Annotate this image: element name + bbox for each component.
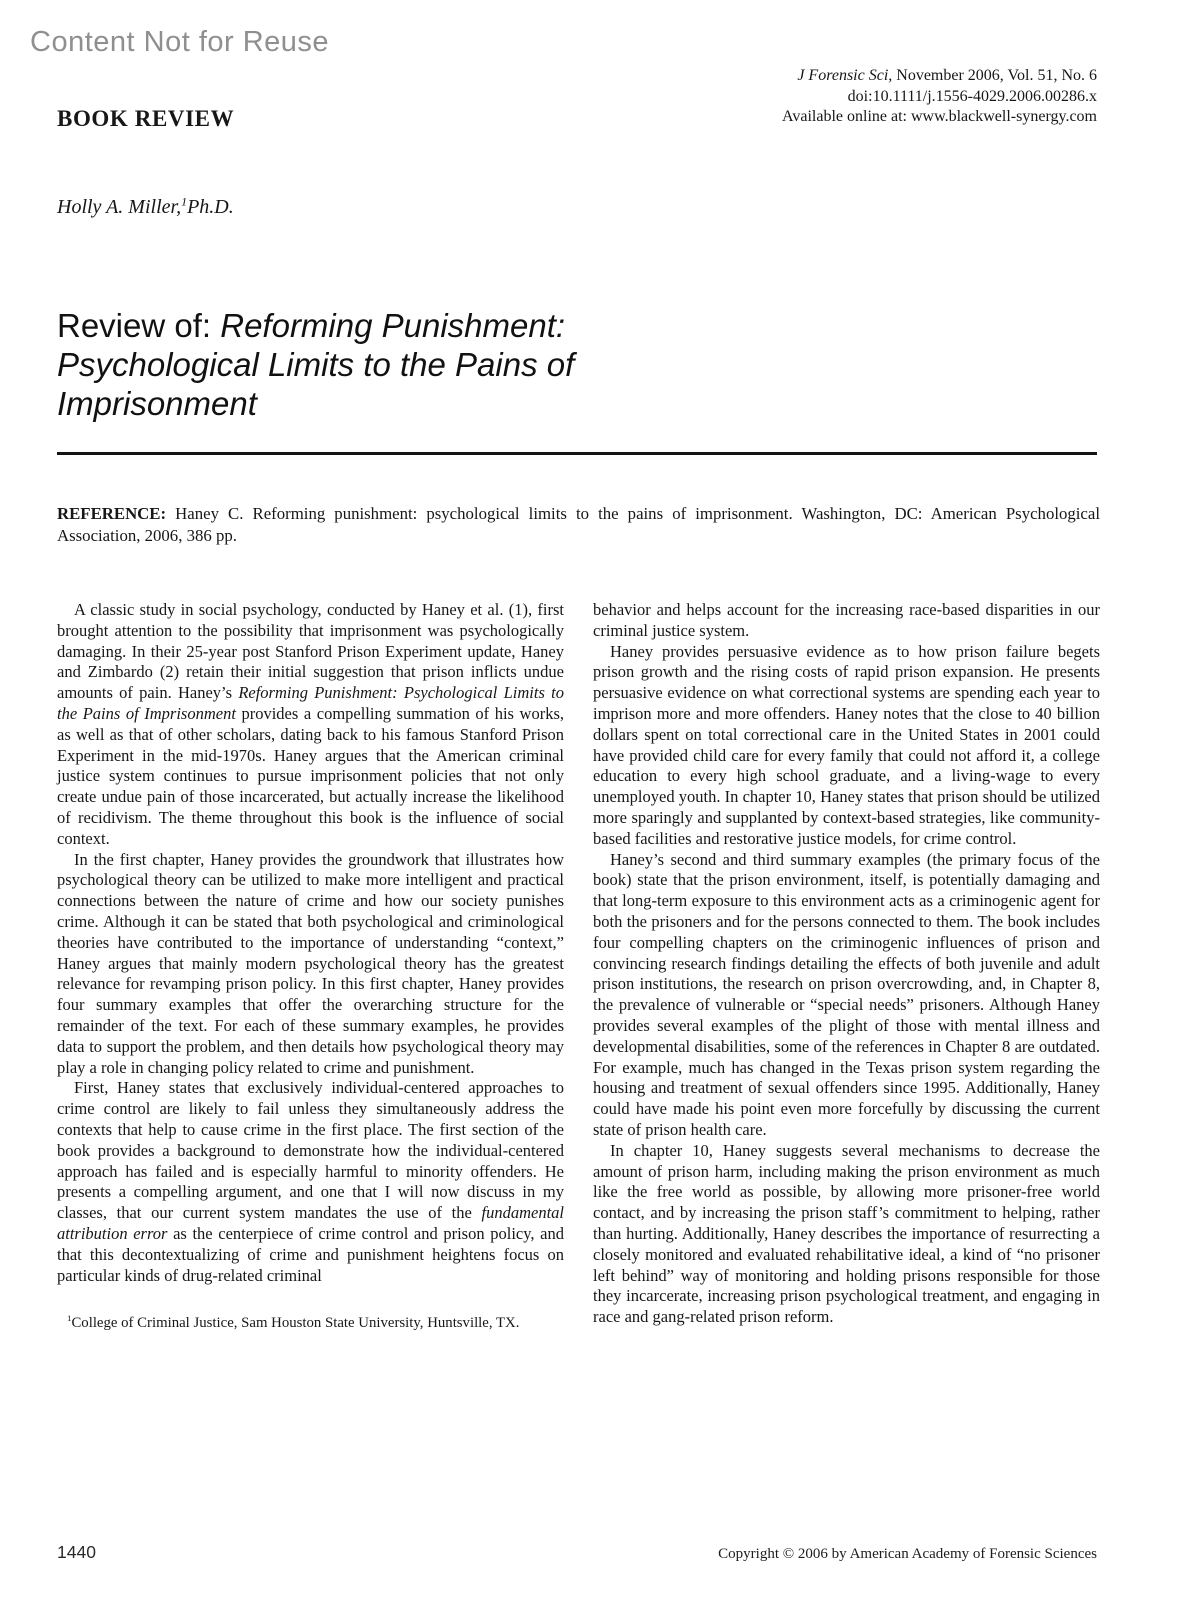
availability-line: Available online at: www.blackwell-synergy.com xyxy=(781,108,1097,125)
reference-paragraph: REFERENCE: Haney C. Reforming punishment: psychological limits to the pains of imprisonment. Washington, DC: American Psychological Association, 2006, 386 pp. xyxy=(57,504,1100,545)
paragraph: Haney provides persuasive evidence as to how prison failure begets prison growth and the rising costs of rapid prison expansion. He presents persuasive evidence on what correctional systems are spending each year to imprison more and more offenders. Haney notes that the close to 40 billion dollars spent on total correctional care in the United States in 2001 could have provided child care for every family that could not afford it, a college education to every high school graduate, and a living-wage to every unemployed youth. In chapter 10, Haney states that prison should be utilized more sparingly and supplanted by context-based strategies, like community-based facilities and restorative justice models, for crime control. xyxy=(593,641,1100,848)
copyright-line: Copyright © 2006 by American Academy of Forensic Sciences xyxy=(718,1546,1097,1562)
right-column xyxy=(593,600,1100,1333)
article-title xyxy=(57,306,574,423)
paragraph: A classic study in social psychology, conducted by Haney et al. (1), first brought attention to the possibility that imprisonment was psychologically damaging. In their 25-year post Stanford Prison Experiment update, Haney and Zimbardo (2) retain their initial suggestion that prison inflicts undue amounts of pain. Haney’s Reforming Punishment: Psychological Limits to the Pains of Imprisonment provides a compelling summation of his works, as well as that of other scholars, dating back to his famous Stanford Prison Experiment in the mid-1970s. Haney argues that the American criminal justice system continues to pursue imprisonment policies that not only create undue pain of those incarcerated, but actually increase the likelihood of recidivism. The theme throughout this book is the influence of social context. xyxy=(57,600,564,848)
paragraph-continuation: behavior and helps account for the increasing race-based disparities in our criminal justice system. xyxy=(593,600,1100,640)
paragraph: First, Haney states that exclusively individual-centered approaches to crime control are likely to fail unless they simultaneously address the contexts that help to cause crime in the first place. The first section of the book provides a background to demonstrate how the individual-centered approach has failed and is especially harmful to minority offenders. He presents a compelling argument, and one that I will now discuss in my classes, that our current system mandates the use of the fundamental attribution error as the centerpiece of crime control and prison policy, and that this decontextualizing of crime and punishment heightens focus on particular kinds of drug-related criminal xyxy=(57,1078,564,1285)
article-title-line-1: Review of: Reforming Punishment: xyxy=(57,307,566,344)
title-divider-rule xyxy=(57,452,1097,455)
page-number: 1440 xyxy=(57,1542,96,1562)
section-heading: BOOK REVIEW xyxy=(57,106,235,131)
author-line: Holly A. Miller,$^1$Ph.D. xyxy=(57,194,234,218)
masthead xyxy=(782,66,1097,128)
journal-citation: J Forensic Sci, November 2006, Vol. 51, No. 6 xyxy=(797,67,1097,84)
author-affiliation-footnote: $^1$College of Criminal Justice, Sam Houston State University, Huntsville, TX. xyxy=(67,1313,520,1332)
paragraph: In the first chapter, Haney provides the groundwork that illustrates how psychological theory can be utilized to make more intelligent and practical connections between the nature of crime and how our society punishes crime. Although it can be stated that both psychological and criminological theories have contributed to the importance of understanding “context,” Haney argues that mainly modern psychological theory has the greatest relevance for revamping prison policy. In this first chapter, Haney provides four summary examples that offer the overarching structure for the remainder of the text. For each of these summary examples, he provides data to support the problem, and then details how psychological theory may play a role in changing policy related to crime and punishment. xyxy=(57,849,564,1077)
paragraph: Haney’s second and third summary examples (the primary focus of the book) state that the prison environment, itself, is potentially damaging and that long-term exposure to this environment acts as a criminogenic agent for both the prisoners and for the persons connected to them. The book includes four compelling chapters on the criminogenic influences of prison and convincing research findings detailing the effects of both juvenile and adult prison institutions, the research on prison overcrowding, and, in Chapter 8, the prevalence of vulnerable or “special needs” prisoners. Although Haney provides several examples of the plight of those with mental illness and developmental disabilities, some of the references in Chapter 8 are outdated. For example, much has changed in the Texas prison system regarding the housing and treatment of sexual offenders since 1995. Additionally, Haney could have made his point even more forcefully by discussing the current state of prison health care. xyxy=(593,849,1100,1139)
watermark-text: Content Not for Reuse xyxy=(30,26,330,58)
paragraph: In chapter 10, Haney suggests several mechanisms to decrease the amount of prison harm, including making the prison environment as much like the free world as possible, by allowing more prisoner-free world contact, and by increasing the prison staff’s commitment to helping, rather than hurting. Additionally, Haney describes the importance of resurrecting a closely monitored and evaluated rehabilitative ideal, a kind of “no prisoner left behind” way of monitoring and holding prisons responsible for those they incarcerate, increasing prison psychological treatment, and engaging in race and gang-related prison reform. xyxy=(593,1140,1100,1327)
doi-line: doi:10.1111/j.1556-4029.2006.00286.x xyxy=(847,87,1097,105)
left-column xyxy=(57,600,564,1333)
article-title-line-2: Psychological Limits to the Pains of xyxy=(57,346,575,383)
body-columns xyxy=(57,600,1100,1333)
page-footer xyxy=(57,1542,1097,1563)
article-title-line-3: Imprisonment xyxy=(57,385,257,422)
